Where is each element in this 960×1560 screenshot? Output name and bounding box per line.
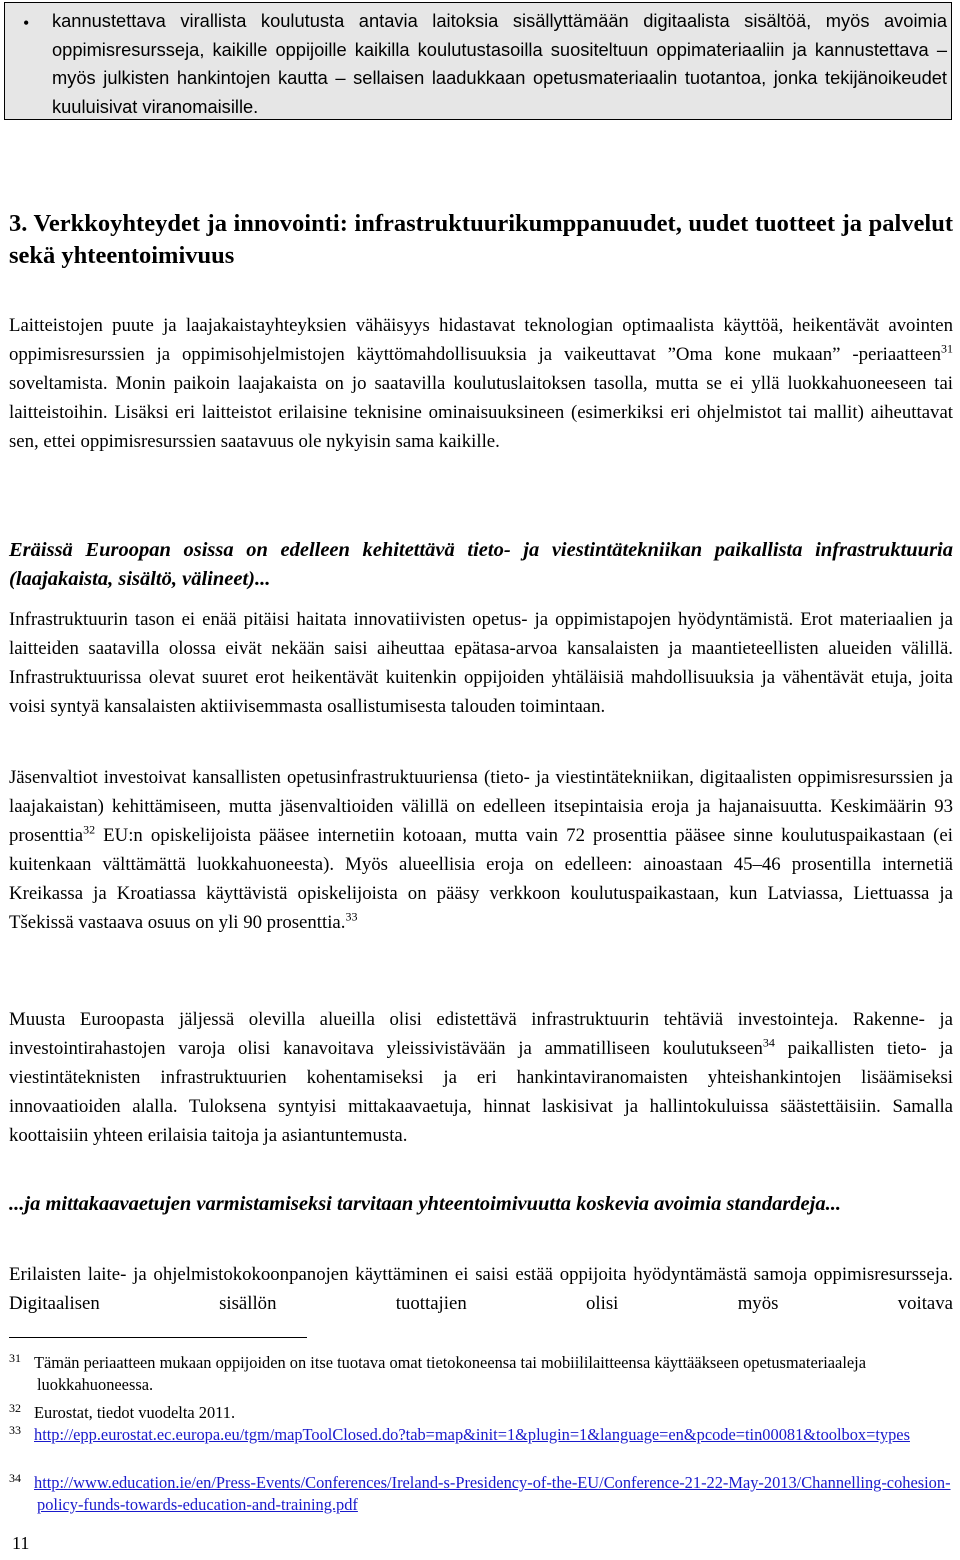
subheading-standards: ...ja mittakaavaetujen varmistamiseksi tarvitaan yhteentoimivuutta koskevia avoimia standardeja... bbox=[9, 1193, 841, 1215]
footnote-text: Tämän periaatteen mukaan oppijoiden on itse tuotava omat tietokoneensa tai mobiililaitteensa käyttääkseen opetusmateriaaleja luokkahuoneessa. bbox=[34, 1353, 866, 1394]
footnote-link[interactable]: http://epp.eurostat.ec.europa.eu/tgm/mapToolClosed.do?tab=map&init=1&plugin=1&language=en&pcode=tin00081&toolbox=types bbox=[34, 1425, 910, 1444]
paragraph-4 bbox=[9, 1005, 953, 1150]
footnote-31 bbox=[9, 1352, 953, 1396]
paragraph-4-text-b: paikallisten tieto- ja viestintäteknisten infrastruktuurien kohentamiseksi ja eri hankintaviranomaisten yhteishankintojen lisäämiseksi innovaatioiden alalla. Tuloksena syntyisi mittakaavaetuja, hinnat laskisivat ja hallintokuluissa säästettäisiin. Samalla koottaisiin yhteen erilaisia taitoja ja asiantuntemusta. bbox=[9, 1038, 953, 1146]
paragraph-2: Infrastruktuurin tason ei enää pitäisi haitata innovatiivisten opetus- ja oppimistapojen hyödyntämistä. Erot materiaalien ja laitteiden saatavilla olossa eivät nekään saisi aiheuttaa epätasa-arvoa kansalaisten ja maantieteellisten alueiden välillä. Infrastruktuurissa olevat suuret erot heikentävät kuitenkin oppijoiden yhtäläisiä mahdollisuuksia ja vähentävät etuja, joita voisi syntyä kansalaisten aktiivisemmasta osallistumisesta talouden toimintaan. bbox=[9, 609, 953, 717]
section-title: 3. Verkkoyhteydet ja innovointi: infrastruktuurikumppanuudet, uudet tuotteet ja palvelut sekä yhteentoimivuus bbox=[9, 210, 953, 269]
footnote-number: 33 bbox=[9, 1423, 21, 1437]
bullet-text: kannustettava virallista koulutusta antavia laitoksia sisällyttämään digitaalista sisältöä, myös avoimia oppimisresursseja, kaikille oppijoille kaikilla koulutustasoilla suositeltuun oppimateriaaliin ja kannustettava – myös julkisten hankintojen kautta – sellaisen laadukkaan opetusmateriaalin tuotantoa, jonka tekijänoikeudet kuuluisivat viranomaisille. bbox=[52, 10, 947, 118]
footnote-number: 34 bbox=[9, 1471, 21, 1485]
paragraph-1-text-a: Laitteistojen puute ja laajakaistayhteyksien vähäisyys hidastavat teknologian optimaalista käyttöä, heikentävät avointen oppimisresurssien ja oppimisohjelmistojen käyttömahdollisuuksia ja vaikeuttavat ”Oma kone mukaan” -periaatteen bbox=[9, 315, 953, 365]
footnote-ref-34[interactable]: 34 bbox=[762, 1035, 775, 1050]
paragraph-1-text-b: soveltamista. Monin paikoin laajakaista on jo saatavilla koulutuslaitoksen tasolla, mutta se ei yllä luokkahuoneeseen tai laitteistoihin. Lisäksi eri laitteistot erilaisine teknisine ominaisuuksineen (esimerkiksi eri ohjelmistot tai mallit) aiheuttavat sen, ettei oppimisresurssien saatavuus ole nykyisin sama kaikille. bbox=[9, 373, 953, 452]
paragraph-3 bbox=[9, 763, 953, 937]
page-number: 11 bbox=[12, 1533, 30, 1553]
footnote-ref-33[interactable]: 33 bbox=[345, 909, 358, 924]
paragraph-5: Erilaisten laite- ja ohjelmistokokoonpanojen käyttäminen ei saisi estää oppijoita hyödyntämästä samoja oppimisresursseja. Digitaalisen sisällön tuottajien olisi myös voitava bbox=[9, 1264, 953, 1314]
paragraph-1 bbox=[9, 311, 953, 456]
footnote-33 bbox=[9, 1424, 953, 1446]
footnote-text: Eurostat, tiedot vuodelta 2011. bbox=[34, 1403, 236, 1422]
footnote-number: 31 bbox=[9, 1351, 21, 1365]
footnote-ref-32[interactable]: 32 bbox=[83, 822, 96, 837]
paragraph-4-text-a: Muusta Euroopasta jäljessä olevilla alueilla olisi edistettävä infrastruktuurin tehtäviä investointeja. Rakenne- ja investointirahastojen varoja olisi kanavoitava yleissivistävään ja ammatilliseen koulutukseen bbox=[9, 1009, 953, 1059]
footnote-number: 32 bbox=[9, 1401, 21, 1415]
paragraph-3-text-b: EU:n opiskelijoista pääsee internetiin kotoaan, mutta vain 72 prosenttia pääsee sinne koulutuspaikastaan (ei kuitenkaan välttämättä luokkahuoneesta). Myös alueellisia eroja on edelleen: ainoastaan 45–46 prosentilla internetiä Kreikassa ja Kroatiassa käyttävistä opiskelijoista on pääsy verkkoon koulutuspaikastaan, kun Latviassa, Liettuassa ja Tšekissä vastaava osuus on yli 90 prosenttia. bbox=[9, 825, 953, 933]
highlighted-bullet-box bbox=[4, 2, 952, 120]
bullet-icon: • bbox=[23, 13, 30, 33]
paragraph-3-text-a: Jäsenvaltiot investoivat kansallisten opetusinfrastruktuuriensa (tieto- ja viestintätekniikan, digitaalisten oppimisresurssien ja laajakaistan) kehittämiseen, mutta jäsenvaltioiden välillä on edelleen itsepintaisia eroja ja hajanaisuutta. Keskimäärin 93 prosenttia bbox=[9, 767, 953, 846]
footnote-32 bbox=[9, 1402, 953, 1424]
footnote-34 bbox=[9, 1472, 953, 1516]
footnote-separator bbox=[9, 1337, 307, 1338]
subheading-infrastructure: Eräissä Euroopan osissa on edelleen kehitettävä tieto- ja viestintätekniikan paikallista infrastruktuuria (laajakaista, sisältö, välineet)... bbox=[9, 539, 953, 590]
footnote-ref-31[interactable]: 31 bbox=[941, 341, 953, 356]
footnote-link[interactable]: http://www.education.ie/en/Press-Events/Conferences/Ireland-s-Presidency-of-the-EU/Conference-21-22-May-2013/Channelling-cohesion-policy-funds-towards-education-and-training.pdf bbox=[34, 1473, 951, 1514]
